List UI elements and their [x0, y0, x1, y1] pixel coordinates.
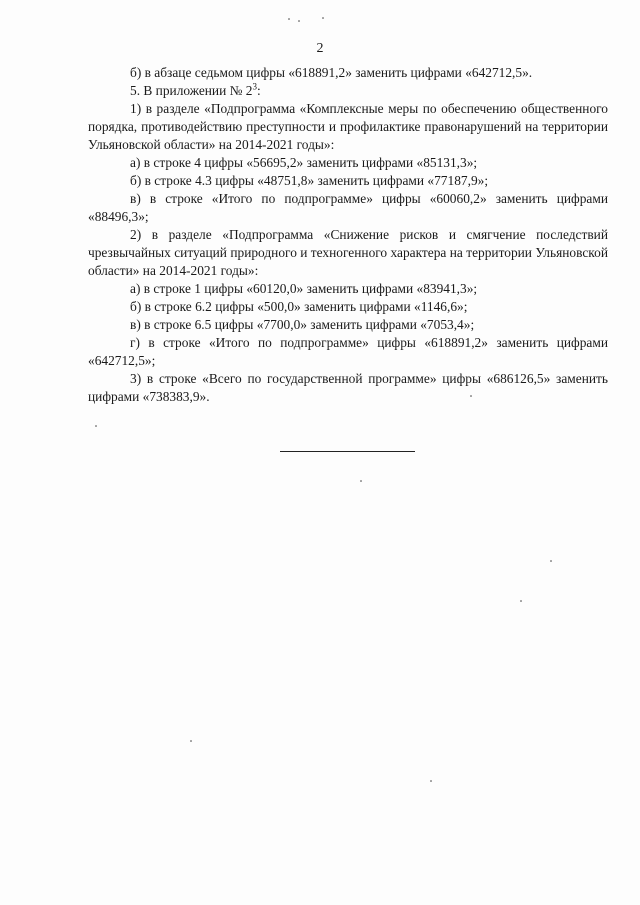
scan-speck: [322, 17, 324, 19]
scan-speck: [470, 395, 472, 397]
scan-speck: [298, 20, 300, 22]
paragraph-item-1v: в) в строке «Итого по подпрограмме» цифры «60060,2» заменить цифрами «88496,3»;: [88, 191, 608, 224]
paragraph-section-3: 3) в строке «Всего по государственной программе» цифры «686126,5» заменить цифрами «738383,9».: [88, 371, 608, 404]
scan-speck: [550, 560, 552, 562]
document-body: [88, 64, 608, 406]
scan-speck: [430, 780, 432, 782]
superscript-appendix-index: 3: [252, 81, 257, 92]
paragraph-item-2a: а) в строке 1 цифры «60120,0» заменить цифрами «83941,3»;: [130, 281, 478, 296]
paragraph-item-2g: г) в строке «Итого по подпрограмме» цифры «618891,2» заменить цифрами «642712,5»;: [88, 335, 608, 368]
paragraph-section-1: 1) в разделе «Подпрограмма «Комплексные меры по обеспечению общественного порядка, противодействию преступности и профилактике правонарушений на территории Ульяновской области» на 2014-2021 годы»:: [88, 101, 608, 152]
end-of-text-rule: [280, 451, 415, 452]
scan-speck: [288, 18, 290, 20]
paragraph-item-2v: в) в строке 6.5 цифры «7700,0» заменить цифрами «7053,4»;: [130, 317, 475, 332]
paragraph-item-1a: а) в строке 4 цифры «56695,2» заменить цифрами «85131,3»;: [130, 155, 478, 170]
paragraph-section-2: 2) в разделе «Подпрограмма «Снижение рисков и смягчение последствий чрезвычайных ситуаций природного и техногенного характера на территории Ульяновской области» на 2014-2021 годы»:: [88, 227, 608, 278]
scan-speck: [520, 600, 522, 602]
page-number: 2: [316, 41, 324, 56]
paragraph-item-1b: б) в строке 4.3 цифры «48751,8» заменить цифрами «77187,9»;: [130, 173, 489, 188]
paragraph-appendix-heading: 5. В приложении № $2^3$:: [130, 81, 261, 98]
scan-speck: [190, 740, 192, 742]
paragraph-abzac-seven: б) в абзаце седьмом цифры «618891,2» заменить цифрами «642712,5».: [130, 65, 533, 80]
scan-speck: [95, 425, 97, 427]
scan-speck: [360, 480, 362, 482]
paragraph-item-2b: б) в строке 6.2 цифры «500,0» заменить цифрами «1146,6»;: [130, 299, 468, 314]
